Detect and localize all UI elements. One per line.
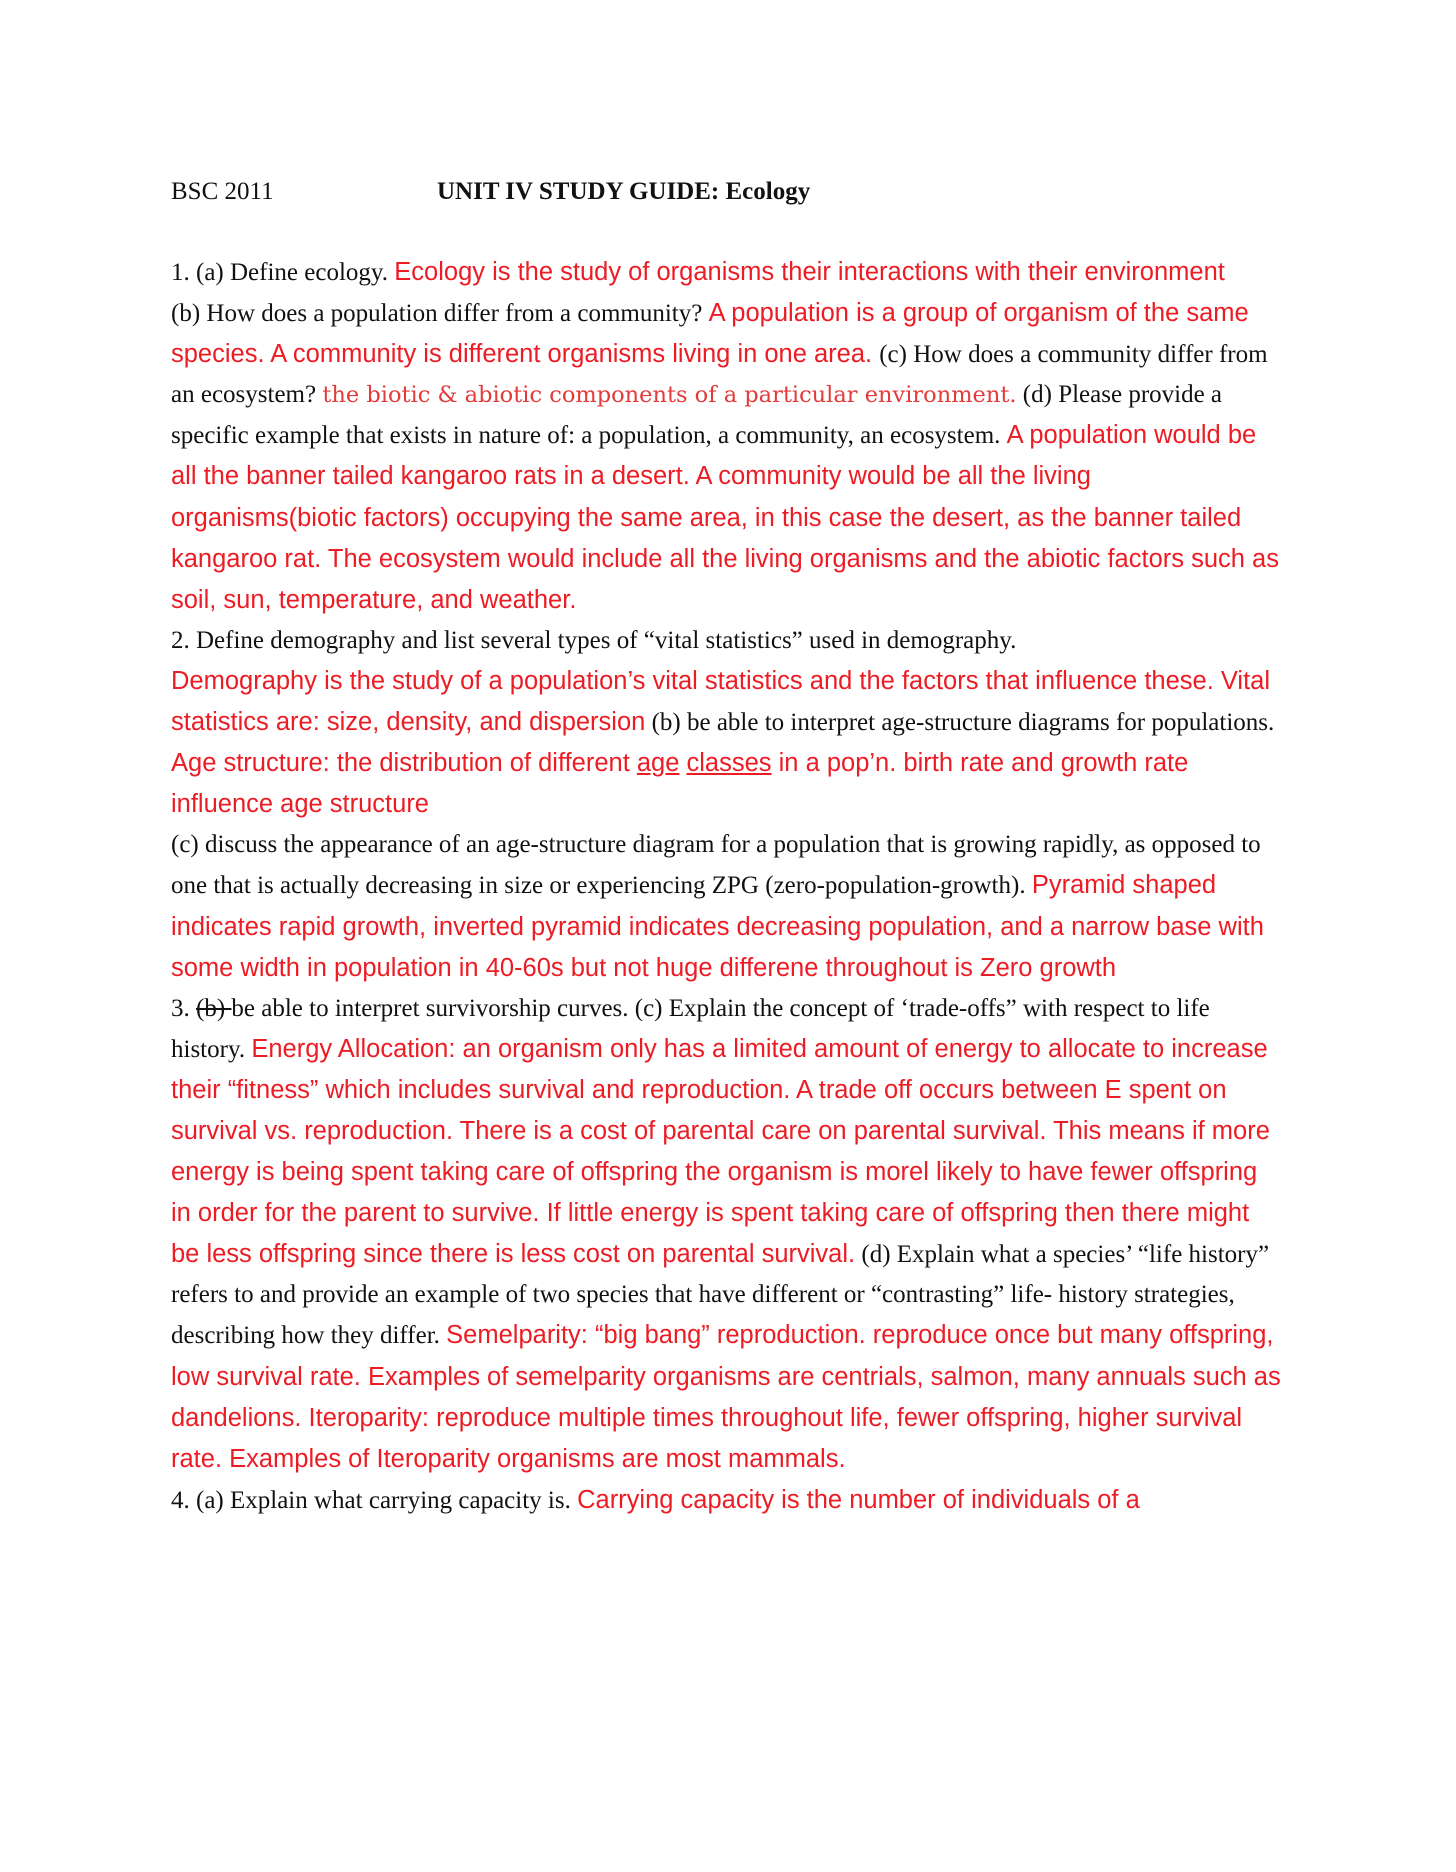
question-1a-prompt: 1. (a) Define ecology. bbox=[171, 259, 395, 286]
question-1c-answer: the biotic & abiotic components of a particular environment. bbox=[322, 382, 1017, 409]
question-2c-answer: Pyramid shaped indicates rapid growth, inverted pyramid indicates decreasing population, and a narrow base with some width in population in 40-60s but not huge differene throughout is Zero growth bbox=[171, 871, 1264, 982]
question-2-continued bbox=[171, 661, 1281, 825]
question-2b-answer-part-2: in a pop’n. birth rate and growth rate influence age structure bbox=[171, 749, 1189, 819]
question-1c-prompt: (c) How does a community differ from an ecosystem? bbox=[171, 341, 1268, 409]
question-4a-answer: Carrying capacity is the number of individuals of a bbox=[577, 1485, 1140, 1514]
question-1d-prompt: (d) Please provide a specific example that exists in nature of: a population, a community, an ecosystem. bbox=[171, 381, 1223, 450]
document-header bbox=[171, 172, 1281, 212]
underlined-word-age: age bbox=[636, 749, 680, 778]
document-title: UNIT IV STUDY GUIDE: Ecology bbox=[437, 178, 811, 205]
question-1d-answer: A population would be all the banner tailed kangaroo rats in a desert. A community would be all the living organisms(biotic factors) occupying the same area, in this case the desert, as the banner tailed kangaroo rat. The ecosystem would include all the living organisms and the abiotic factors such as soil, sun, temperature, and weather. bbox=[171, 421, 1279, 614]
question-3d-prompt: (d) Explain what a species’ “life history” refers to and provide an example of two species that have different or “contrasting” life- history strategies, describing how they differ. bbox=[171, 1241, 1270, 1350]
question-3d-answer: Semelparity: “big bang” reproduction. reproduce once but many offspring, low survival rate. Examples of semelparity organisms are centrials, salmon, many annuals such as dandelions. Iteroparity: reproduce multiple times throughout life, fewer offspring, higher survival rate. Examples of Iteroparity organisms are most mammals. bbox=[171, 1321, 1281, 1473]
question-2c-prompt: (c) discuss the appearance of an age-structure diagram for a population that is growing rapidly, as opposed to one that is actually decreasing in size or experiencing ZPG (zero-population-growth). bbox=[171, 831, 1261, 900]
question-4a-prompt: 4. (a) Explain what carrying capacity is. bbox=[171, 1486, 578, 1514]
question-2a-prompt: 2. Define demography and list several types of “vital statistics” used in demography. bbox=[171, 626, 1017, 654]
question-1-continued bbox=[171, 293, 1281, 621]
struck-through-label: (b) bbox=[196, 994, 232, 1022]
question-1b-prompt: (b) How does a population differ from a community? bbox=[171, 300, 709, 328]
question-3c-answer: Energy Allocation: an organism only has a limited amount of energy to allocate to increase their “fitness” which includes survival and reproduction. A trade off occurs between E spent on survival vs. reproduction. There is a cost of parental care on parental survival. This means if more energy is being spent taking care of offspring the organism is morel likely to have fewer offspring in order for the parent to survive. If little energy is spent taking care of offspring then there might be less offspring since there is less cost on parental survival. bbox=[171, 1034, 1270, 1269]
question-2c bbox=[171, 825, 1281, 988]
document-page bbox=[171, 172, 1281, 1521]
study-guide-body bbox=[171, 252, 1281, 1521]
question-1b-answer: A population is a group of organism of the same species. A community is different organisms living in one area. bbox=[171, 299, 1249, 369]
question-2a-answer: Demography is the study of a population’s vital statistics and the factors that influence these. Vital statistics are: size, density, and dispersion bbox=[171, 666, 1271, 737]
question-1a-answer: Ecology is the study of organisms their interactions with their environment bbox=[394, 258, 1225, 286]
question-2b-prompt: (b) be able to interpret age-structure diagrams for populations. bbox=[645, 709, 1275, 737]
question-3 bbox=[171, 989, 1281, 1480]
course-code: BSC 2011 bbox=[171, 178, 274, 205]
question-4 bbox=[171, 1480, 1281, 1521]
question-1 bbox=[171, 252, 1281, 293]
question-3-number: 3. bbox=[171, 994, 196, 1022]
question-2b-answer bbox=[171, 749, 1188, 818]
question-3b-prompt: be able to interpret survivorship curves. (c) Explain the concept of ‘trade-offs” with respect to life history. bbox=[171, 994, 1210, 1063]
question-2 bbox=[171, 621, 1281, 661]
question-2b-answer-part-1: Age structure: the distribution of different bbox=[171, 749, 637, 778]
underlined-word-classes: classes bbox=[686, 749, 772, 778]
